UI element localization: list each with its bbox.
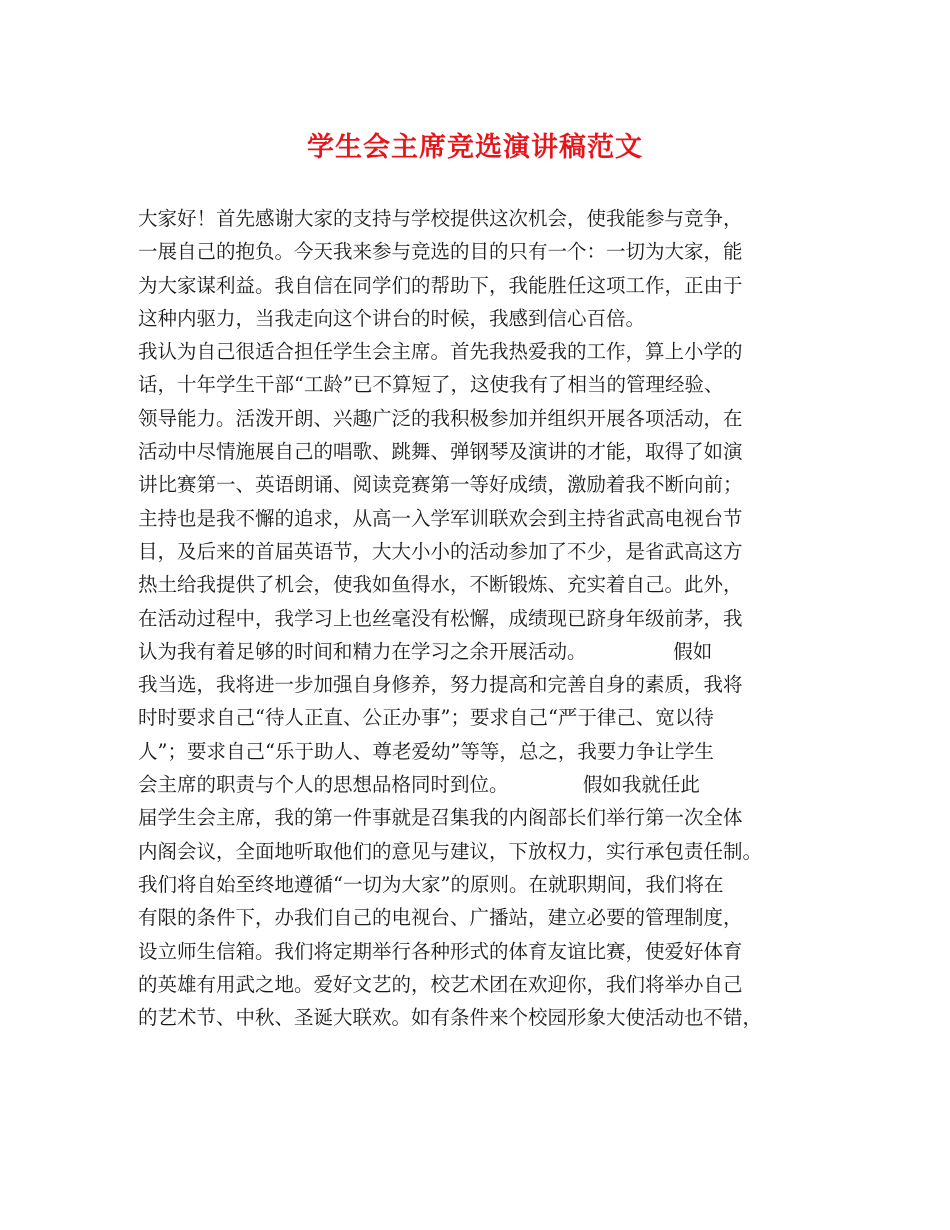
body-line: 届学生会主席，我的第一件事就是召集我的内阁部长们举行第一次全体 [138,806,743,830]
body-line: 的艺术节、中秋、圣诞大联欢。如有条件来个校园形象大使活动也不错， [138,1006,763,1030]
body-line: 我认为自己很适合担任学生会主席。首先我热爱我的工作，算上小学的 [138,340,743,364]
body-line: 活动中尽情施展自己的唱歌、跳舞、弹钢琴及演讲的才能，取得了如演 [138,440,743,464]
body-line: 话，十年学生干部“工龄”已不算短了，这使我有了相当的管理经验、 [138,373,724,397]
body-line: 设立师生信箱。我们将定期举行各种形式的体育友谊比赛，使爱好体育 [138,939,743,963]
body-line: 这种内驱力，当我走向这个讲台的时候，我感到信心百倍。 [138,306,646,330]
body-line: 内阁会议，全面地听取他们的意见与建议，下放权力，实行承包责任制。 [138,839,763,863]
body-line: 讲比赛第一、英语朗诵、阅读竞赛第一等好成绩，激励着我不断向前； [138,473,743,497]
body-line: 会主席的职责与个人的思想品格同时到位。 假如我就任此 [138,773,700,797]
body-line: 在活动过程中，我学习上也丝毫没有松懈，成绩现已跻身年级前茅，我 [138,606,743,630]
body-line: 认为我有着足够的时间和精力在学习之余开展活动。 假如 [138,639,713,663]
body-line: 有限的条件下，办我们自己的电视台、广播站，建立必要的管理制度， [138,906,743,930]
body-line: 领导能力。活泼开朗、兴趣广泛的我积极参加并组织开展各项活动，在 [138,406,743,430]
body-line: 热土给我提供了机会，使我如鱼得水，不断锻炼、充实着自己。此外， [138,573,743,597]
body-line: 我当选，我将进一步加强自身修养，努力提高和完善自身的素质，我将 [138,673,743,697]
body-line: 的英雄有用武之地。爱好文艺的，校艺术团在欢迎你，我们将举办自己 [138,972,743,996]
document-body [138,202,838,1034]
body-line: 一展自己的抱负。今天我来参与竞选的目的只有一个：一切为大家，能 [138,240,743,264]
body-line: 人”；要求自己“乐于助人、尊老爱幼”等等，总之，我要力争让学生 [138,739,714,763]
body-line: 为大家谋利益。我自信在同学们的帮助下，我能胜任这项工作，正由于 [138,273,743,297]
document-title: 学生会主席竞选演讲稿范文 [307,132,643,163]
body-line: 我们将自始至终地遵循“一切为大家”的原则。在就职期间，我们将在 [138,872,724,896]
body-line: 时时要求自己“待人正直、公正办事”；要求自己“严于律己、宽以待 [138,706,714,730]
body-line: 大家好！首先感谢大家的支持与学校提供这次机会，使我能参与竞争， [138,207,743,230]
body-line: 主持也是我不懈的追求，从高一入学军训联欢会到主持省武高电视台节 [138,506,743,530]
body-line: 目，及后来的首届英语节，大大小小的活动参加了不少，是省武高这方 [138,539,743,563]
